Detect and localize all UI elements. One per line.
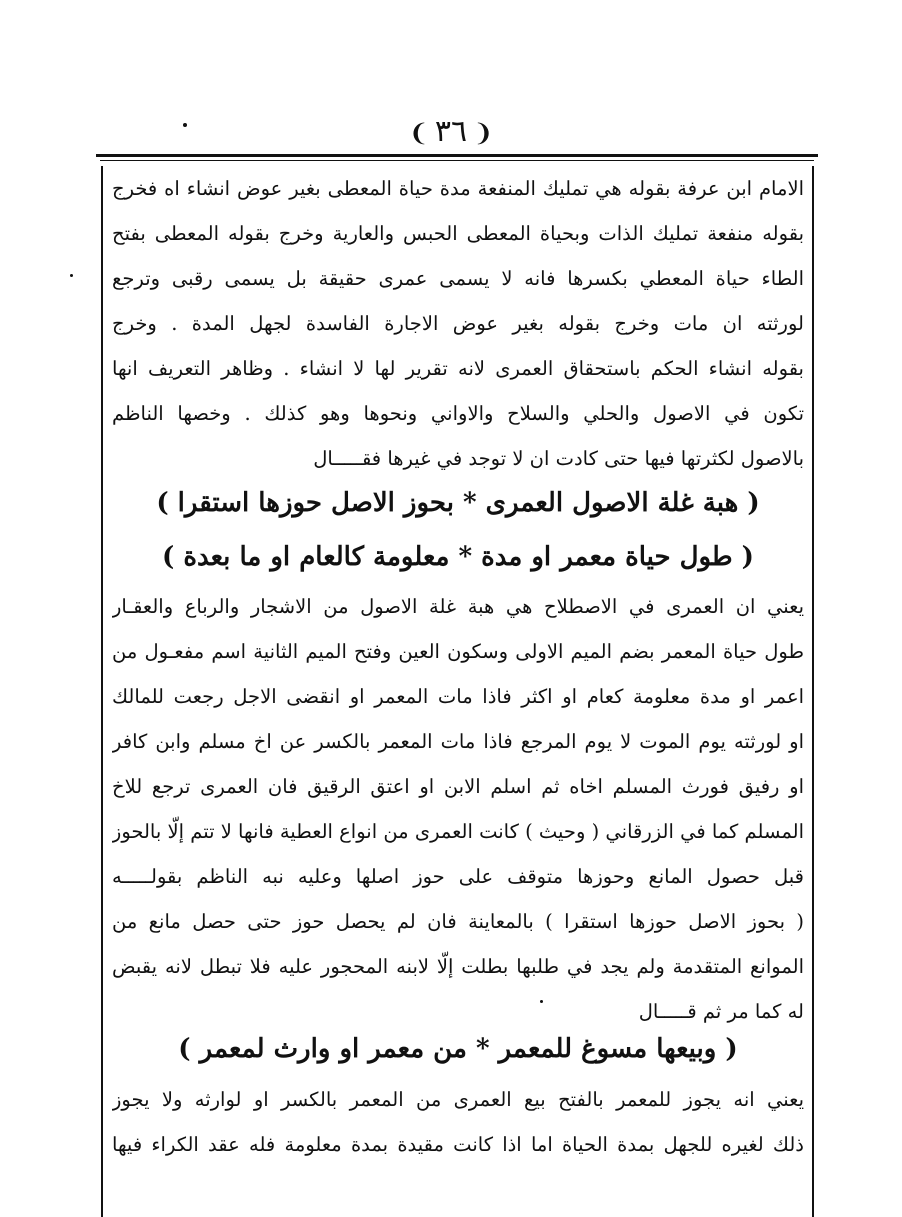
page-number bbox=[0, 112, 902, 153]
ornament-left: ❩ bbox=[408, 119, 429, 147]
text-line: يعني ان العمرى في الاصطلاح هي هبة غلة الاصول من الاشجار والرباع والعقـار bbox=[112, 595, 804, 618]
text-line: او رفيق فورث المسلم اخاه ثم اسلم الابن او اعتق الرقيق فان العمرى ترجع للاخ bbox=[112, 775, 804, 798]
text-line: بالاصول لكثرتها فيها حتى كادت ان لا توجد في غيرها فقـــــال bbox=[313, 447, 804, 470]
page-number-value: ٣٦ bbox=[434, 114, 468, 149]
text-line: المسلم كما في الزرقاني ( وحيث ) كانت العمرى من انواع العطية فانها لا تتم إلّا بالحوز bbox=[112, 820, 804, 843]
text-line: لورثته ان مات وخرج بقوله بغير عوض الاجارة الفاسدة لجهل المدة . وخرج bbox=[112, 312, 804, 335]
text-line: الامام ابن عرفة بقوله هي تمليك المنفعة مدة حياة المعطى بغير عوض انشاء اه فخرج bbox=[112, 177, 804, 200]
paragraph-2 bbox=[112, 584, 804, 1034]
speck bbox=[70, 274, 73, 277]
text-line: الطاء حياة المعطي بكسرها فانه لا يسمى عمرى حقيقة بل يسمى رقبى وترجع bbox=[112, 267, 804, 290]
paragraph-1 bbox=[112, 166, 804, 481]
text-line: الموانع المتقدمة ولم يجد في طلبها بطلت إلّا لابنه المحجور عليه فلا تبطل لانه يقبض bbox=[112, 955, 804, 978]
text-line: بقوله انشاء الحكم باستحقاق العمرى لانه تقرير لها لا انشاء . وظاهر التعريف انها bbox=[112, 357, 804, 380]
text-line: او لورثته يوم الموت لا يوم المرجع فاذا مات المعمر بالكسر عن اخ مسلم وابن كافر bbox=[112, 730, 804, 753]
top-rule-thin bbox=[100, 160, 814, 161]
verse-line: ( طول حياة معمر او مدة * معلومة كالعام او ما بعدة ) bbox=[162, 542, 754, 572]
ornament-right: ❨ bbox=[473, 119, 494, 147]
text-line: اعمر او مدة معلومة كعام او اكثر فاذا مات المعمر او انقضى الاجل رجعت للمالك bbox=[112, 685, 804, 708]
paragraph-3 bbox=[112, 1077, 804, 1167]
verse-line: ( هبة غلة الاصول العمرى * بحوز الاصل حوزها استقرا ) bbox=[156, 488, 760, 518]
text-line: بقوله منفعة تمليك الذات وبحياة المعطى الحبس والعارية وخرج بقوله المعطى بفتح bbox=[112, 222, 804, 245]
text-line: ذلك لغيره للجهل بمدة الحياة اما اذا كانت مقيدة بمدة معلومة فله عقد الكراء فيها bbox=[112, 1133, 804, 1156]
text-line: قبل حصول المانع وحوزها متوقف على حوز اصلها وعليه نبه الناظم بقولـــــه bbox=[112, 865, 804, 888]
text-line: يعني انه يجوز للمعمر بالفتح بيع العمرى من المعمر بالكسر او لوارثه ولا يجوز bbox=[112, 1088, 804, 1111]
verse-line: ( وبيعها مسوغ للمعمر * من معمر او وارث لمعمر ) bbox=[178, 1034, 738, 1064]
text-line: له كما مر ثم قـــــال bbox=[638, 1000, 804, 1023]
text-line: تكون في الاصول والحلي والسلاح والاواني ونحوها وهو كذلك . وخصها الناظم bbox=[112, 402, 804, 425]
text-line: طول حياة المعمر بضم الميم الاولى وسكون العين وفتح الميم الثانية اسم مفعـول من bbox=[112, 640, 804, 663]
speck bbox=[183, 123, 187, 127]
text-line: ( بحوز الاصل حوزها استقرا ) بالمعاينة فان لم يحصل حوز حتى حصل مانع من bbox=[112, 910, 804, 933]
top-rule bbox=[96, 154, 818, 157]
